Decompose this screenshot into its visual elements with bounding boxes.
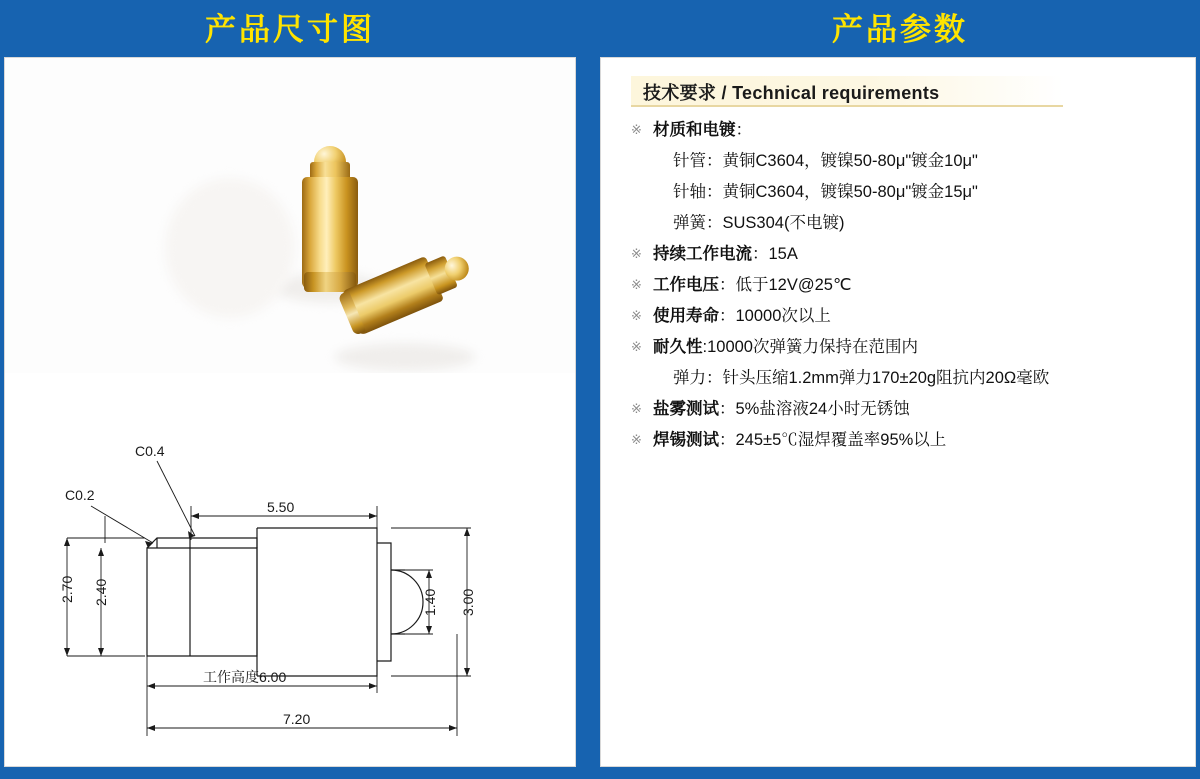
label-h-total: 3.00: [460, 588, 476, 616]
spec-sub-tube: 针管：黄铜C3604，镀镍50-80μ"镀金10μ": [673, 152, 978, 170]
spec-value: 10000次弹簧力保持在范围内: [707, 338, 918, 356]
page-title-right: 产品参数: [832, 12, 968, 47]
bullet-icon: ※: [631, 432, 642, 447]
spec-item-lifecycle: [629, 304, 1179, 328]
bullet-icon: ※: [631, 122, 642, 137]
spec-value: 5%盐溶液24小时无锈蚀: [735, 400, 910, 418]
pogo-pin-horizontal: [339, 241, 471, 339]
label-chamfer-top: C0.4: [135, 443, 165, 459]
spec-label: 工作电压: [653, 276, 719, 294]
label-chamfer-left: C0.2: [65, 487, 95, 503]
label-len-total: 7.20: [283, 711, 311, 727]
bullet-icon: ※: [631, 401, 642, 416]
spec-item-salt-spray: [629, 397, 1179, 421]
spec-sep: ：: [752, 245, 769, 263]
bullet-icon: ※: [631, 246, 642, 261]
spec-value: 15A: [768, 245, 798, 263]
spec-item-voltage: [629, 273, 1179, 297]
dimension-drawing-panel: [4, 57, 576, 767]
spec-sep: ：: [719, 276, 736, 294]
spec-sep: ：: [719, 400, 736, 418]
label-work-height: 工作高度6.00: [203, 669, 287, 685]
spec-value: 低于12V@25℃: [735, 276, 852, 294]
spec-sep: ：: [719, 307, 736, 325]
label-len-body: 5.50: [267, 499, 295, 515]
spec-label: 使用寿命: [653, 307, 719, 325]
photo-shadow: [335, 343, 475, 371]
tech-requirements-title: 技术要求 / Technical requirements: [643, 83, 940, 103]
spec-item-current: [629, 242, 1179, 266]
spec-value: 245±5℃湿焊覆盖率95%以上: [735, 431, 947, 449]
technical-drawing: [5, 388, 575, 766]
spec-sub-shaft: 针轴：黄铜C3604，镀镍50-80μ"镀金15μ": [673, 183, 978, 201]
page-title-left: 产品尺寸图: [205, 12, 375, 47]
label-h-inner: 2.40: [93, 578, 109, 606]
spec-item-material: [629, 118, 1179, 142]
spec-sub-spring: 弹簧：SUS304(不电镀): [673, 214, 845, 232]
label-h-outer: 2.70: [59, 575, 75, 603]
spec-list: [629, 118, 1179, 459]
spec-sub-spring-force: 弹力：针头压缩1.2mm弹力170±20g阻抗内20Ω毫欧: [673, 369, 1050, 387]
label-h-tip: 1.40: [422, 588, 438, 616]
spec-sep: :: [702, 338, 708, 356]
spec-item-solderability: [629, 428, 1179, 452]
spec-value: 10000次以上: [735, 307, 831, 325]
bullet-icon: ※: [631, 277, 642, 292]
spec-sep: ：: [735, 121, 752, 139]
spec-label: 耐久性: [653, 338, 703, 356]
photo-shadow: [165, 178, 295, 318]
product-photo: [5, 58, 575, 373]
spec-label: 材质和电镀: [653, 121, 736, 139]
spec-sep: ：: [719, 431, 736, 449]
bullet-icon: ※: [631, 339, 642, 354]
parameters-panel: [600, 57, 1196, 767]
bullet-icon: ※: [631, 308, 642, 323]
spec-label: 持续工作电流: [653, 245, 752, 263]
spec-item-durability: [629, 335, 1179, 359]
spec-label: 焊锡测试: [653, 431, 719, 449]
spec-label: 盐雾测试: [653, 400, 719, 418]
